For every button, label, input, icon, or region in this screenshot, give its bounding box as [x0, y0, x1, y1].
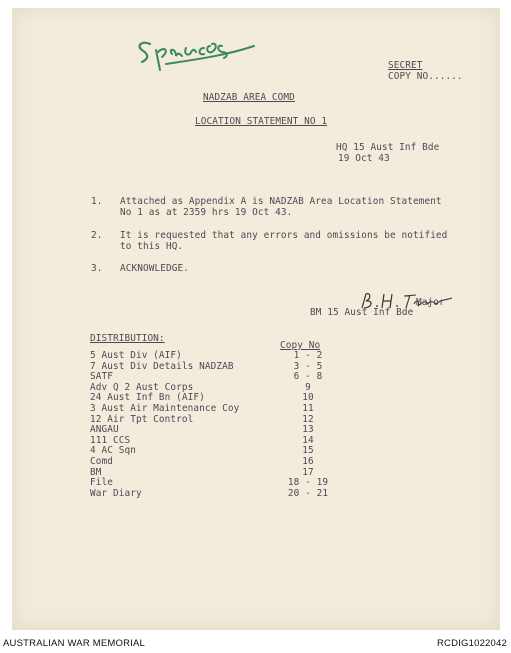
signatory-appointment: BM 15 Aust Inf Bde [310, 307, 414, 318]
paragraph-line: No 1 as at 2359 hrs 19 Oct 43. [120, 207, 293, 218]
distribution-copy-number: 12 [302, 413, 314, 425]
distribution-unit: 111 CCS [90, 434, 131, 446]
copy-number-field: COPY NO...... [388, 71, 463, 82]
footer-bar [0, 635, 511, 653]
document-date: 19 Oct 43 [338, 153, 390, 164]
distribution-unit: SATF [90, 371, 113, 383]
footer-record-id: RCDIG1022042 [437, 638, 507, 649]
distribution-copy-number: 15 [302, 445, 314, 457]
paragraph-line: to this HQ. [120, 241, 184, 252]
copy-number-column-heading: Copy No [280, 340, 321, 351]
paragraph-line: It is requested that any errors and omissions be notified [120, 230, 448, 241]
distribution-copy-number: 1 - 2 [293, 350, 323, 361]
distribution-copy-number: 9 [305, 381, 311, 393]
document-page [12, 8, 500, 630]
distribution-unit: Adv Q 2 Aust Corps [90, 381, 194, 393]
document-subtitle: LOCATION STATEMENT NO 1 [195, 116, 328, 127]
distribution-unit: BM [90, 466, 102, 478]
signatory-rank: Major [416, 297, 445, 308]
paragraph-line: Attached as Appendix A is NADZAB Area Location Statement [120, 196, 442, 207]
distribution-heading: DISTRIBUTION: [90, 333, 165, 344]
handwritten-spares-note [132, 30, 262, 76]
distribution-copy-number: 20 - 21 [287, 487, 329, 499]
distribution-unit: 24 Aust Inf Bn (AIF) [90, 392, 205, 404]
distribution-unit: War Diary [90, 487, 142, 499]
distribution-unit: File [90, 477, 113, 489]
paragraph-number: 3. [91, 263, 103, 274]
distribution-copy-number: 17 [302, 466, 314, 478]
distribution-unit: ANGAU [90, 424, 119, 436]
paragraph-line: ACKNOWLEDGE. [120, 263, 189, 274]
distribution-copy-number: 18 - 19 [287, 477, 329, 489]
distribution-unit: 3 Aust Air Maintenance Coy [90, 403, 240, 414]
distribution-copy-number: 13 [302, 424, 314, 436]
distribution-unit: 4 AC Sqn [90, 445, 136, 457]
originating-hq: HQ 15 Aust Inf Bde [336, 142, 440, 153]
distribution-unit: 7 Aust Div Details NADZAB [90, 360, 234, 372]
distribution-copy-number: 14 [302, 434, 314, 446]
paragraph-number: 1. [91, 196, 103, 207]
distribution-unit: Comd [90, 456, 113, 467]
classification-marking: SECRET [388, 60, 423, 71]
distribution-copy-number: 3 - 5 [293, 360, 323, 372]
distribution-copy-number: 16 [302, 456, 314, 467]
paragraph-number: 2. [91, 230, 103, 241]
distribution-copy-number: 6 - 8 [293, 371, 323, 383]
distribution-copy-number: 10 [302, 392, 314, 404]
distribution-copy-number: 11 [302, 403, 314, 414]
footer-institution: AUSTRALIAN WAR MEMORIAL [3, 638, 146, 649]
distribution-unit: 5 Aust Div (AIF) [90, 350, 182, 361]
document-title: NADZAB AREA COMD [203, 92, 295, 103]
distribution-unit: 12 Air Tpt Control [90, 413, 194, 425]
